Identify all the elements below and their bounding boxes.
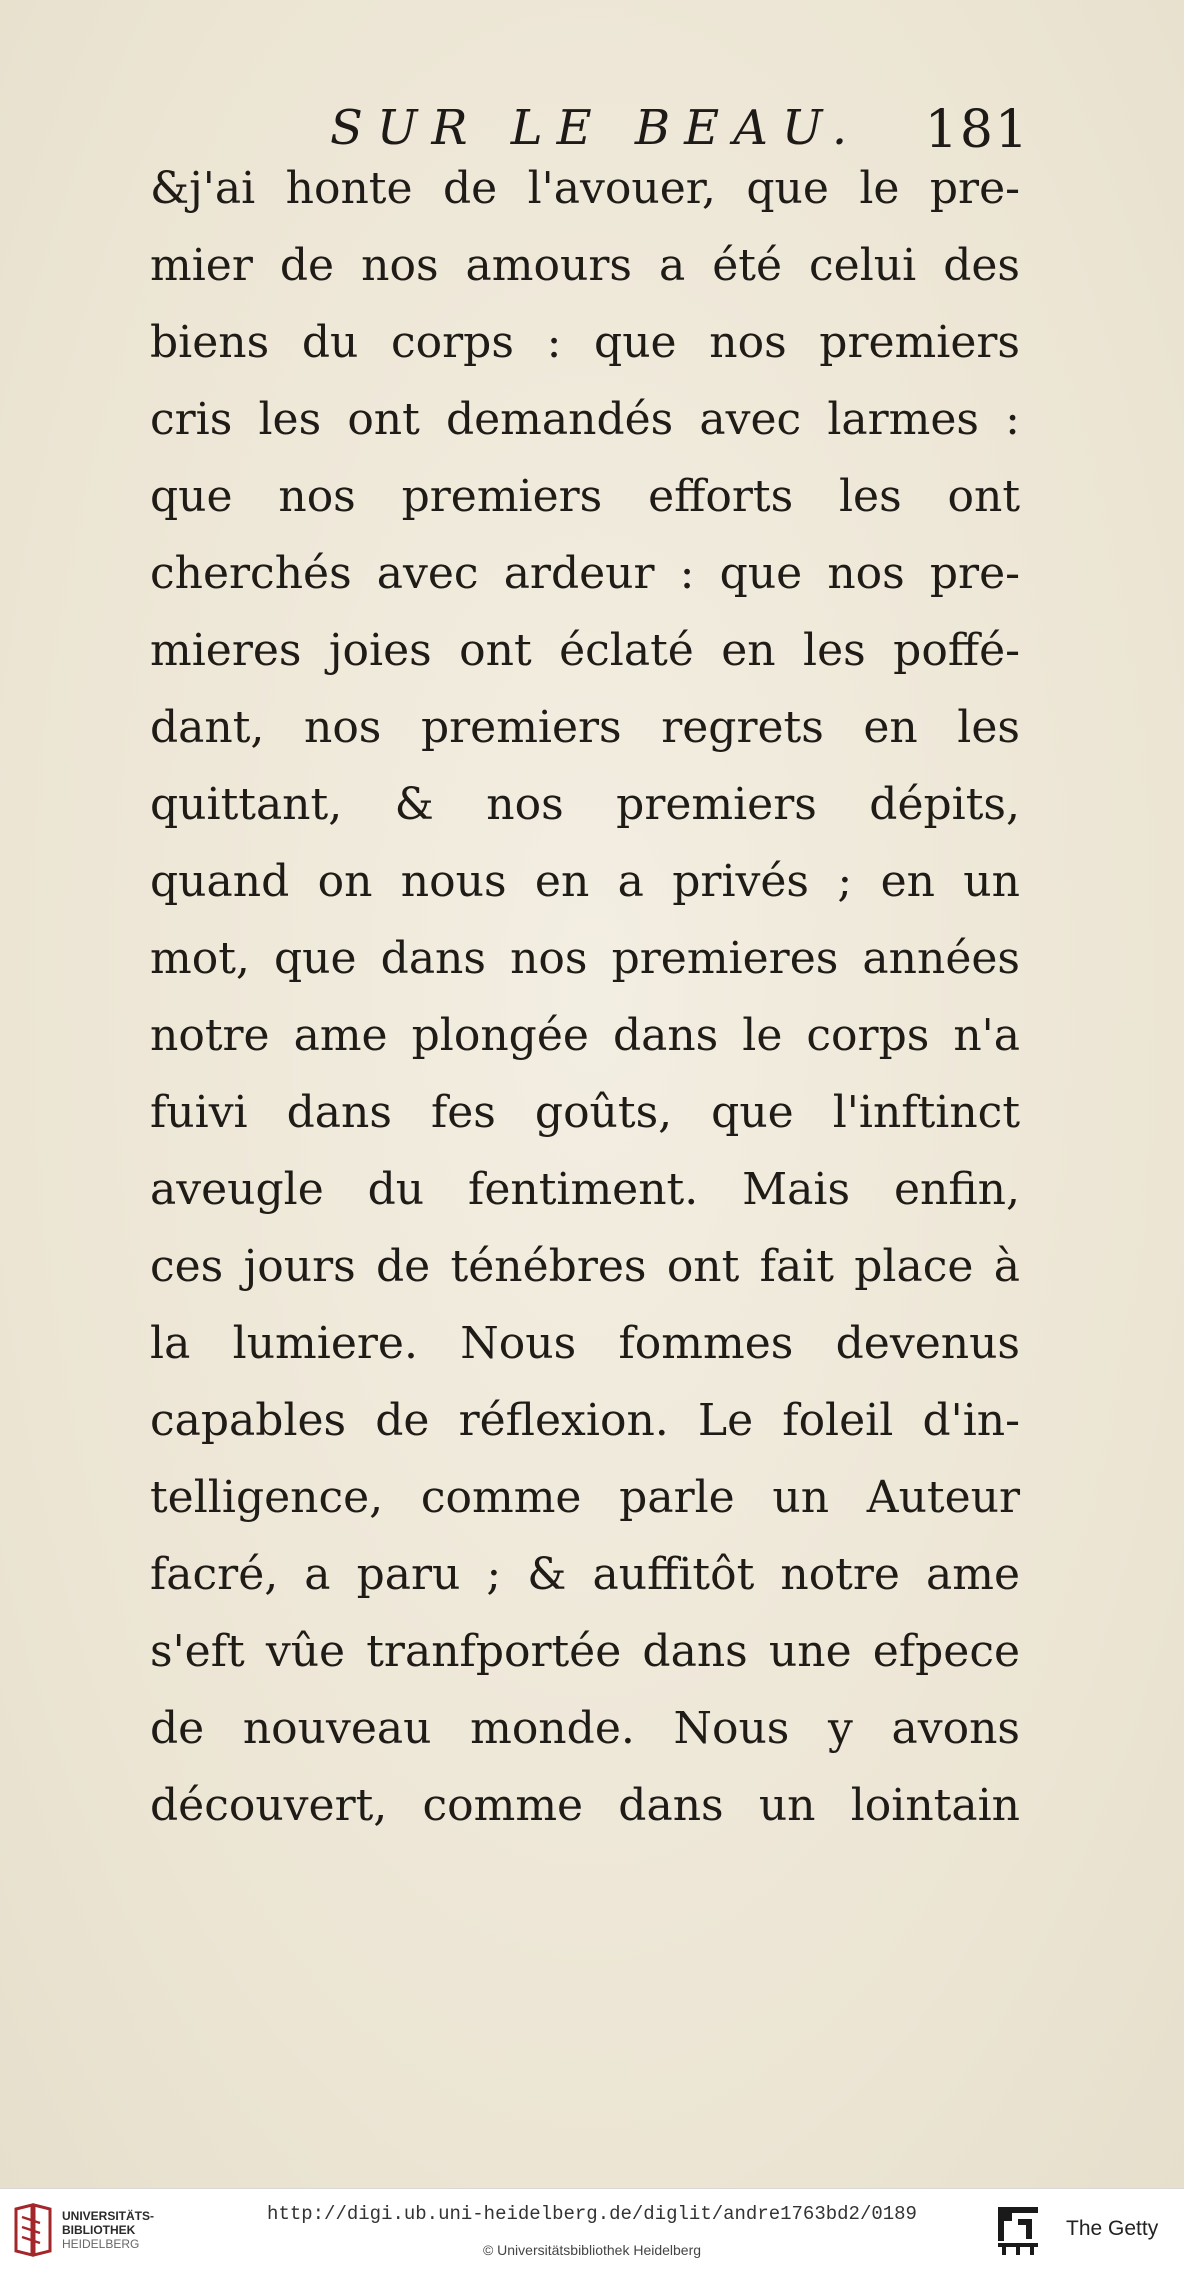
running-title: SUR LE BEAU. (330, 100, 862, 156)
viewer-footer (0, 2188, 1184, 2274)
text-line: mot, que dans nos premieres années (150, 933, 1020, 984)
text-line: quand on nous en a privés ; en un (150, 856, 1020, 907)
text-line: biens du corps : que nos premiers (150, 317, 1020, 368)
text-line: facré, a paru ; & auffitôt notre ame (150, 1549, 1020, 1600)
library-name-line2: BIBLIOTHEK (62, 2223, 136, 2237)
text-line: que nos premiers efforts les ont (150, 471, 1020, 522)
partner-name: The Getty (1066, 2217, 1159, 2240)
text-line: quittant, & nos premiers dépits, (150, 779, 1020, 830)
text-line: &j'ai honte de l'avouer, que le pre- (150, 163, 1020, 214)
text-line: cherchés avec ardeur : que nos pre- (150, 548, 1020, 599)
text-line: mier de nos amours a été celui des (150, 240, 1020, 291)
text-line: ces jours de ténébres ont fait place à (150, 1241, 1020, 1292)
text-line: capables de réflexion. Le foleil d'in- (150, 1395, 1020, 1446)
permalink-url[interactable]: http://digi.ub.uni-heidelberg.de/diglit/andre1763bd2/0189 (267, 2203, 917, 2225)
library-name-line1: UNIVERSITÄTS- (62, 2209, 155, 2223)
page-number: 181 (924, 100, 1030, 160)
library-city: HEIDELBERG (62, 2237, 140, 2251)
text-line: découvert, comme dans un lointain (150, 1780, 1020, 1831)
text-line: la lumiere. Nous fommes devenus (150, 1318, 1020, 1369)
getty-logo-icon (996, 2205, 1040, 2257)
copyright-notice: © Universitätsbibliothek Heidelberg (482, 2242, 702, 2258)
text-line: aveugle du fentiment. Mais enfin, (150, 1164, 1020, 1215)
text-line: fuivi dans fes goûts, que l'inftinct (150, 1087, 1020, 1138)
text-line: notre ame plongée dans le corps n'a (150, 1010, 1020, 1061)
text-line: mieres joies ont éclaté en les poffé- (150, 625, 1020, 676)
body-text (150, 150, 1020, 1844)
text-line: de nouveau monde. Nous y avons (150, 1703, 1020, 1754)
text-line: cris les ont demandés avec larmes : (150, 394, 1020, 445)
text-line: s'eft vûe tranfportée dans une efpece (150, 1626, 1020, 1677)
text-line: telligence, comme parle un Auteur (150, 1472, 1020, 1523)
text-line: dant, nos premiers regrets en les (150, 702, 1020, 753)
